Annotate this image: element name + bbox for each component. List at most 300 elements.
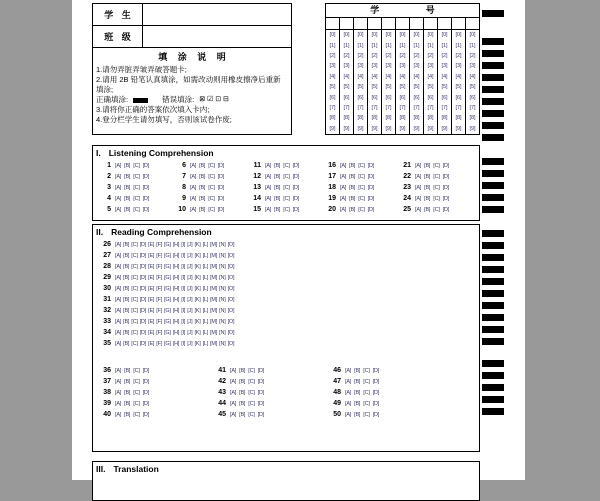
- answer-bubble[interactable]: [D]: [139, 263, 147, 270]
- student-number-bubble[interactable]: [8]: [371, 115, 378, 122]
- student-number-bubble[interactable]: [3]: [427, 63, 434, 70]
- answer-bubble[interactable]: [A]: [265, 184, 272, 191]
- student-number-bubble[interactable]: [2]: [329, 53, 336, 60]
- answer-bubble[interactable]: [B]: [123, 252, 130, 259]
- answer-bubble[interactable]: [B]: [274, 206, 281, 213]
- answer-bubble[interactable]: [D]: [139, 252, 147, 259]
- student-number-bubble[interactable]: [1]: [357, 42, 364, 49]
- student-number-bubble[interactable]: [4]: [357, 73, 364, 80]
- answer-bubble[interactable]: [O]: [227, 252, 235, 259]
- student-number-bubble[interactable]: [9]: [441, 125, 448, 132]
- answer-bubble[interactable]: [E]: [148, 318, 155, 325]
- answer-bubble[interactable]: [B]: [123, 285, 130, 292]
- student-number-bubble[interactable]: [3]: [329, 63, 336, 70]
- answer-bubble[interactable]: [A]: [265, 162, 272, 169]
- answer-bubble[interactable]: [B]: [274, 184, 281, 191]
- answer-bubble[interactable]: [A]: [415, 195, 422, 202]
- answer-bubble[interactable]: [C]: [363, 389, 370, 396]
- answer-bubble[interactable]: [C]: [363, 367, 370, 374]
- answer-bubble[interactable]: [C]: [358, 173, 365, 180]
- student-number-entry-cell[interactable]: [396, 18, 410, 29]
- answer-bubble[interactable]: [D]: [142, 411, 150, 418]
- answer-bubble[interactable]: [C]: [248, 400, 255, 407]
- answer-bubble[interactable]: [C]: [133, 378, 140, 385]
- answer-bubble[interactable]: [H]: [172, 296, 180, 303]
- answer-bubble[interactable]: [G]: [164, 274, 171, 281]
- answer-bubble[interactable]: [E]: [148, 285, 155, 292]
- answer-bubble[interactable]: [B]: [123, 241, 130, 248]
- student-number-bubble[interactable]: [4]: [427, 73, 434, 80]
- student-number-bubble[interactable]: [0]: [455, 32, 462, 39]
- answer-bubble[interactable]: [D]: [142, 184, 150, 191]
- student-number-bubble[interactable]: [0]: [427, 32, 434, 39]
- answer-bubble[interactable]: [C]: [133, 411, 140, 418]
- answer-bubble[interactable]: [I]: [181, 241, 186, 248]
- answer-bubble[interactable]: [A]: [190, 184, 197, 191]
- student-number-entry-row[interactable]: [326, 18, 479, 30]
- answer-bubble[interactable]: [C]: [358, 162, 365, 169]
- student-number-bubble[interactable]: [5]: [441, 84, 448, 91]
- student-number-bubble[interactable]: [2]: [371, 53, 378, 60]
- answer-bubble[interactable]: [O]: [227, 307, 235, 314]
- student-number-bubble[interactable]: [9]: [343, 125, 350, 132]
- answer-bubble[interactable]: [K]: [194, 252, 201, 259]
- answer-bubble[interactable]: [B]: [124, 173, 131, 180]
- student-number-bubble[interactable]: [4]: [343, 73, 350, 80]
- answer-bubble[interactable]: [C]: [133, 400, 140, 407]
- answer-bubble[interactable]: [C]: [283, 195, 290, 202]
- student-number-bubble[interactable]: [8]: [357, 115, 364, 122]
- answer-bubble[interactable]: [D]: [367, 206, 375, 213]
- student-number-bubble[interactable]: [1]: [455, 42, 462, 49]
- answer-bubble[interactable]: [C]: [131, 252, 138, 259]
- answer-bubble[interactable]: [B]: [424, 162, 431, 169]
- answer-bubble[interactable]: [N]: [219, 329, 226, 336]
- answer-bubble[interactable]: [D]: [217, 195, 225, 202]
- student-number-bubble[interactable]: [3]: [343, 63, 350, 70]
- answer-bubble[interactable]: [B]: [124, 206, 131, 213]
- answer-bubble[interactable]: [C]: [131, 285, 138, 292]
- answer-bubble[interactable]: [J]: [187, 274, 193, 281]
- answer-bubble[interactable]: [E]: [148, 241, 155, 248]
- answer-bubble[interactable]: [D]: [372, 411, 380, 418]
- answer-bubble[interactable]: [B]: [199, 173, 206, 180]
- answer-bubble[interactable]: [D]: [367, 173, 375, 180]
- student-number-bubble-grid[interactable]: [326, 30, 479, 134]
- answer-bubble[interactable]: [A]: [115, 162, 122, 169]
- answer-bubble[interactable]: [M]: [210, 318, 218, 325]
- answer-bubble[interactable]: [D]: [142, 173, 150, 180]
- answer-bubble[interactable]: [A]: [415, 184, 422, 191]
- answer-bubble[interactable]: [A]: [345, 411, 352, 418]
- answer-bubble[interactable]: [G]: [164, 241, 171, 248]
- answer-bubble[interactable]: [M]: [210, 329, 218, 336]
- answer-bubble[interactable]: [E]: [148, 329, 155, 336]
- answer-bubble[interactable]: [A]: [340, 162, 347, 169]
- student-number-bubble[interactable]: [4]: [385, 73, 392, 80]
- student-number-bubble[interactable]: [7]: [329, 105, 336, 112]
- answer-bubble[interactable]: [B]: [349, 173, 356, 180]
- answer-bubble[interactable]: [D]: [217, 162, 225, 169]
- student-number-bubble[interactable]: [3]: [399, 63, 406, 70]
- answer-bubble[interactable]: [K]: [194, 307, 201, 314]
- student-number-bubble[interactable]: [2]: [343, 53, 350, 60]
- student-number-bubble[interactable]: [4]: [399, 73, 406, 80]
- answer-bubble[interactable]: [C]: [248, 378, 255, 385]
- student-number-bubble[interactable]: [6]: [399, 94, 406, 101]
- answer-bubble[interactable]: [F]: [156, 340, 163, 347]
- student-number-bubble[interactable]: [9]: [455, 125, 462, 132]
- answer-bubble[interactable]: [B]: [239, 411, 246, 418]
- student-number-bubble[interactable]: [2]: [469, 53, 476, 60]
- answer-bubble[interactable]: [A]: [115, 173, 122, 180]
- answer-bubble[interactable]: [H]: [172, 285, 180, 292]
- answer-bubble[interactable]: [O]: [227, 241, 235, 248]
- student-number-bubble[interactable]: [7]: [441, 105, 448, 112]
- answer-bubble[interactable]: [B]: [199, 184, 206, 191]
- student-number-bubble[interactable]: [1]: [441, 42, 448, 49]
- answer-bubble[interactable]: [D]: [139, 285, 147, 292]
- answer-bubble[interactable]: [D]: [372, 367, 380, 374]
- student-number-bubble[interactable]: [6]: [455, 94, 462, 101]
- answer-bubble[interactable]: [I]: [181, 296, 186, 303]
- answer-bubble[interactable]: [A]: [115, 367, 122, 374]
- student-number-bubble[interactable]: [3]: [455, 63, 462, 70]
- student-number-bubble[interactable]: [8]: [343, 115, 350, 122]
- answer-bubble[interactable]: [D]: [142, 195, 150, 202]
- answer-bubble[interactable]: [I]: [181, 329, 186, 336]
- answer-bubble[interactable]: [C]: [133, 162, 140, 169]
- answer-bubble[interactable]: [O]: [227, 329, 235, 336]
- answer-bubble[interactable]: [E]: [148, 296, 155, 303]
- student-number-bubble[interactable]: [5]: [329, 84, 336, 91]
- answer-bubble[interactable]: [E]: [148, 274, 155, 281]
- student-number-entry-cell[interactable]: [354, 18, 368, 29]
- answer-bubble[interactable]: [F]: [156, 318, 163, 325]
- student-number-entry-cell[interactable]: [368, 18, 382, 29]
- student-number-bubble[interactable]: [7]: [399, 105, 406, 112]
- student-number-bubble[interactable]: [0]: [399, 32, 406, 39]
- answer-bubble[interactable]: [C]: [133, 173, 140, 180]
- student-number-bubble[interactable]: [3]: [441, 63, 448, 70]
- answer-bubble[interactable]: [D]: [292, 195, 300, 202]
- student-number-bubble[interactable]: [5]: [455, 84, 462, 91]
- answer-bubble[interactable]: [L]: [202, 285, 209, 292]
- student-number-bubble[interactable]: [1]: [413, 42, 420, 49]
- answer-bubble[interactable]: [B]: [424, 173, 431, 180]
- answer-bubble[interactable]: [K]: [194, 329, 201, 336]
- student-name-field[interactable]: [143, 4, 291, 25]
- answer-bubble[interactable]: [A]: [115, 400, 122, 407]
- student-number-bubble[interactable]: [0]: [385, 32, 392, 39]
- answer-bubble[interactable]: [A]: [230, 389, 237, 396]
- answer-bubble[interactable]: [F]: [156, 307, 163, 314]
- student-number-bubble[interactable]: [1]: [385, 42, 392, 49]
- student-number-bubble[interactable]: [4]: [455, 73, 462, 80]
- answer-bubble[interactable]: [G]: [164, 318, 171, 325]
- answer-bubble[interactable]: [D]: [139, 241, 147, 248]
- student-number-bubble[interactable]: [9]: [357, 125, 364, 132]
- answer-bubble[interactable]: [E]: [148, 263, 155, 270]
- student-number-bubble[interactable]: [9]: [427, 125, 434, 132]
- answer-bubble[interactable]: [J]: [187, 340, 193, 347]
- answer-bubble[interactable]: [C]: [248, 411, 255, 418]
- answer-bubble[interactable]: [G]: [164, 329, 171, 336]
- answer-bubble[interactable]: [B]: [199, 195, 206, 202]
- answer-bubble[interactable]: [A]: [115, 195, 122, 202]
- answer-bubble[interactable]: [G]: [164, 307, 171, 314]
- answer-bubble[interactable]: [D]: [139, 296, 147, 303]
- answer-bubble[interactable]: [M]: [210, 241, 218, 248]
- answer-bubble[interactable]: [B]: [239, 378, 246, 385]
- answer-bubble[interactable]: [C]: [358, 184, 365, 191]
- student-number-bubble[interactable]: [0]: [343, 32, 350, 39]
- answer-bubble[interactable]: [N]: [219, 285, 226, 292]
- answer-bubble[interactable]: [L]: [202, 252, 209, 259]
- answer-bubble[interactable]: [D]: [292, 162, 300, 169]
- answer-bubble[interactable]: [C]: [133, 367, 140, 374]
- student-number-bubble[interactable]: [8]: [413, 115, 420, 122]
- answer-bubble[interactable]: [A]: [345, 367, 352, 374]
- student-number-bubble[interactable]: [7]: [343, 105, 350, 112]
- student-number-bubble[interactable]: [3]: [371, 63, 378, 70]
- answer-bubble[interactable]: [N]: [219, 241, 226, 248]
- answer-bubble[interactable]: [J]: [187, 307, 193, 314]
- answer-bubble[interactable]: [I]: [181, 285, 186, 292]
- answer-bubble[interactable]: [B]: [349, 162, 356, 169]
- student-number-bubble[interactable]: [9]: [413, 125, 420, 132]
- student-number-bubble[interactable]: [8]: [427, 115, 434, 122]
- answer-bubble[interactable]: [D]: [257, 400, 265, 407]
- student-number-bubble[interactable]: [8]: [385, 115, 392, 122]
- student-number-bubble[interactable]: [3]: [385, 63, 392, 70]
- student-number-bubble[interactable]: [1]: [371, 42, 378, 49]
- answer-bubble[interactable]: [B]: [354, 367, 361, 374]
- answer-bubble[interactable]: [K]: [194, 274, 201, 281]
- answer-bubble[interactable]: [B]: [123, 263, 130, 270]
- answer-bubble[interactable]: [B]: [354, 411, 361, 418]
- answer-bubble[interactable]: [C]: [133, 206, 140, 213]
- answer-bubble[interactable]: [C]: [131, 263, 138, 270]
- student-number-bubble[interactable]: [4]: [441, 73, 448, 80]
- answer-bubble[interactable]: [C]: [131, 296, 138, 303]
- answer-bubble[interactable]: [O]: [227, 274, 235, 281]
- answer-bubble[interactable]: [N]: [219, 274, 226, 281]
- answer-bubble[interactable]: [A]: [340, 173, 347, 180]
- answer-bubble[interactable]: [D]: [442, 195, 450, 202]
- student-number-bubble[interactable]: [3]: [469, 63, 476, 70]
- answer-bubble[interactable]: [D]: [292, 206, 300, 213]
- answer-bubble[interactable]: [A]: [115, 296, 122, 303]
- answer-bubble[interactable]: [D]: [139, 329, 147, 336]
- answer-bubble[interactable]: [B]: [123, 329, 130, 336]
- answer-bubble[interactable]: [C]: [358, 206, 365, 213]
- answer-bubble[interactable]: [A]: [230, 378, 237, 385]
- student-number-bubble[interactable]: [0]: [441, 32, 448, 39]
- student-number-bubble[interactable]: [9]: [399, 125, 406, 132]
- answer-bubble[interactable]: [I]: [181, 274, 186, 281]
- answer-bubble[interactable]: [C]: [208, 206, 215, 213]
- student-number-bubble[interactable]: [9]: [371, 125, 378, 132]
- answer-bubble[interactable]: [B]: [124, 389, 131, 396]
- answer-bubble[interactable]: [D]: [442, 206, 450, 213]
- answer-bubble[interactable]: [L]: [202, 307, 209, 314]
- answer-bubble[interactable]: [D]: [142, 400, 150, 407]
- answer-bubble[interactable]: [N]: [219, 296, 226, 303]
- answer-bubble[interactable]: [B]: [274, 195, 281, 202]
- answer-bubble[interactable]: [I]: [181, 318, 186, 325]
- answer-bubble[interactable]: [A]: [115, 411, 122, 418]
- answer-bubble[interactable]: [D]: [142, 162, 150, 169]
- answer-bubble[interactable]: [A]: [230, 411, 237, 418]
- answer-bubble[interactable]: [N]: [219, 252, 226, 259]
- student-number-bubble[interactable]: [6]: [357, 94, 364, 101]
- answer-bubble[interactable]: [F]: [156, 296, 163, 303]
- answer-bubble[interactable]: [C]: [208, 173, 215, 180]
- answer-bubble[interactable]: [M]: [210, 296, 218, 303]
- answer-bubble[interactable]: [D]: [292, 184, 300, 191]
- answer-bubble[interactable]: [D]: [367, 195, 375, 202]
- answer-bubble[interactable]: [C]: [208, 184, 215, 191]
- answer-bubble[interactable]: [C]: [283, 162, 290, 169]
- answer-bubble[interactable]: [C]: [208, 162, 215, 169]
- answer-bubble[interactable]: [L]: [202, 329, 209, 336]
- answer-bubble[interactable]: [I]: [181, 252, 186, 259]
- student-number-bubble[interactable]: [7]: [469, 105, 476, 112]
- answer-bubble[interactable]: [A]: [115, 263, 122, 270]
- student-number-bubble[interactable]: [6]: [469, 94, 476, 101]
- answer-bubble[interactable]: [B]: [349, 206, 356, 213]
- answer-bubble[interactable]: [A]: [115, 241, 122, 248]
- answer-bubble[interactable]: [A]: [115, 184, 122, 191]
- answer-bubble[interactable]: [D]: [217, 173, 225, 180]
- answer-bubble[interactable]: [O]: [227, 285, 235, 292]
- student-number-bubble[interactable]: [0]: [469, 32, 476, 39]
- student-number-bubble[interactable]: [3]: [357, 63, 364, 70]
- answer-bubble[interactable]: [C]: [363, 400, 370, 407]
- answer-bubble[interactable]: [K]: [194, 340, 201, 347]
- answer-bubble[interactable]: [A]: [190, 173, 197, 180]
- student-number-entry-cell[interactable]: [424, 18, 438, 29]
- answer-bubble[interactable]: [B]: [239, 367, 246, 374]
- answer-bubble[interactable]: [L]: [202, 241, 209, 248]
- answer-bubble[interactable]: [D]: [217, 184, 225, 191]
- answer-bubble[interactable]: [K]: [194, 296, 201, 303]
- answer-bubble[interactable]: [A]: [415, 162, 422, 169]
- student-number-entry-cell[interactable]: [438, 18, 452, 29]
- student-number-bubble[interactable]: [5]: [399, 84, 406, 91]
- answer-bubble[interactable]: [B]: [124, 411, 131, 418]
- answer-bubble[interactable]: [C]: [131, 307, 138, 314]
- student-number-bubble[interactable]: [0]: [371, 32, 378, 39]
- student-number-bubble[interactable]: [0]: [329, 32, 336, 39]
- answer-bubble[interactable]: [G]: [164, 252, 171, 259]
- answer-bubble[interactable]: [C]: [131, 241, 138, 248]
- student-number-bubble[interactable]: [4]: [329, 73, 336, 80]
- student-number-bubble[interactable]: [6]: [371, 94, 378, 101]
- answer-bubble[interactable]: [M]: [210, 285, 218, 292]
- student-number-bubble[interactable]: [6]: [413, 94, 420, 101]
- answer-bubble[interactable]: [A]: [340, 184, 347, 191]
- answer-bubble[interactable]: [H]: [172, 318, 180, 325]
- answer-bubble[interactable]: [D]: [139, 307, 147, 314]
- answer-bubble[interactable]: [B]: [354, 400, 361, 407]
- answer-bubble[interactable]: [A]: [115, 252, 122, 259]
- answer-bubble[interactable]: [D]: [442, 184, 450, 191]
- student-number-bubble[interactable]: [1]: [427, 42, 434, 49]
- student-number-entry-cell[interactable]: [382, 18, 396, 29]
- answer-bubble[interactable]: [H]: [172, 252, 180, 259]
- answer-bubble[interactable]: [A]: [115, 206, 122, 213]
- answer-bubble[interactable]: [H]: [172, 307, 180, 314]
- student-number-bubble[interactable]: [5]: [385, 84, 392, 91]
- answer-bubble[interactable]: [B]: [354, 378, 361, 385]
- student-number-bubble[interactable]: [5]: [413, 84, 420, 91]
- answer-bubble[interactable]: [C]: [133, 389, 140, 396]
- answer-bubble[interactable]: [H]: [172, 241, 180, 248]
- student-number-bubble[interactable]: [7]: [427, 105, 434, 112]
- student-number-entry-cell[interactable]: [466, 18, 479, 29]
- answer-bubble[interactable]: [A]: [115, 307, 122, 314]
- student-number-bubble[interactable]: [5]: [343, 84, 350, 91]
- answer-bubble[interactable]: [A]: [190, 206, 197, 213]
- answer-bubble[interactable]: [C]: [133, 184, 140, 191]
- student-number-bubble[interactable]: [6]: [441, 94, 448, 101]
- answer-bubble[interactable]: [D]: [142, 378, 150, 385]
- student-number-bubble[interactable]: [2]: [455, 53, 462, 60]
- answer-bubble[interactable]: [D]: [442, 162, 450, 169]
- answer-bubble[interactable]: [B]: [239, 400, 246, 407]
- answer-bubble[interactable]: [D]: [217, 206, 225, 213]
- student-number-entry-cell[interactable]: [452, 18, 466, 29]
- answer-bubble[interactable]: [G]: [164, 340, 171, 347]
- student-number-bubble[interactable]: [2]: [357, 53, 364, 60]
- answer-bubble[interactable]: [M]: [210, 340, 218, 347]
- answer-bubble[interactable]: [B]: [123, 340, 130, 347]
- student-number-bubble[interactable]: [4]: [413, 73, 420, 80]
- answer-bubble[interactable]: [D]: [142, 206, 150, 213]
- answer-bubble[interactable]: [O]: [227, 296, 235, 303]
- answer-bubble[interactable]: [D]: [142, 389, 150, 396]
- answer-bubble[interactable]: [A]: [415, 206, 422, 213]
- answer-bubble[interactable]: [B]: [123, 307, 130, 314]
- student-number-bubble[interactable]: [5]: [469, 84, 476, 91]
- student-number-bubble[interactable]: [9]: [329, 125, 336, 132]
- answer-bubble[interactable]: [C]: [133, 195, 140, 202]
- student-number-bubble[interactable]: [6]: [427, 94, 434, 101]
- answer-bubble[interactable]: [B]: [349, 184, 356, 191]
- answer-bubble[interactable]: [C]: [248, 389, 255, 396]
- student-number-bubble[interactable]: [2]: [427, 53, 434, 60]
- answer-bubble[interactable]: [B]: [424, 206, 431, 213]
- answer-bubble[interactable]: [J]: [187, 241, 193, 248]
- answer-bubble[interactable]: [B]: [274, 162, 281, 169]
- answer-bubble[interactable]: [B]: [124, 184, 131, 191]
- student-number-entry-cell[interactable]: [410, 18, 424, 29]
- answer-bubble[interactable]: [I]: [181, 340, 186, 347]
- answer-bubble[interactable]: [L]: [202, 263, 209, 270]
- answer-bubble[interactable]: [A]: [345, 378, 352, 385]
- answer-bubble[interactable]: [B]: [124, 378, 131, 385]
- answer-bubble[interactable]: [A]: [190, 162, 197, 169]
- answer-bubble[interactable]: [B]: [124, 367, 131, 374]
- answer-bubble[interactable]: [D]: [142, 367, 150, 374]
- answer-bubble[interactable]: [A]: [265, 206, 272, 213]
- answer-bubble[interactable]: [D]: [257, 411, 265, 418]
- answer-bubble[interactable]: [C]: [433, 206, 440, 213]
- answer-bubble[interactable]: [D]: [257, 367, 265, 374]
- answer-bubble[interactable]: [I]: [181, 263, 186, 270]
